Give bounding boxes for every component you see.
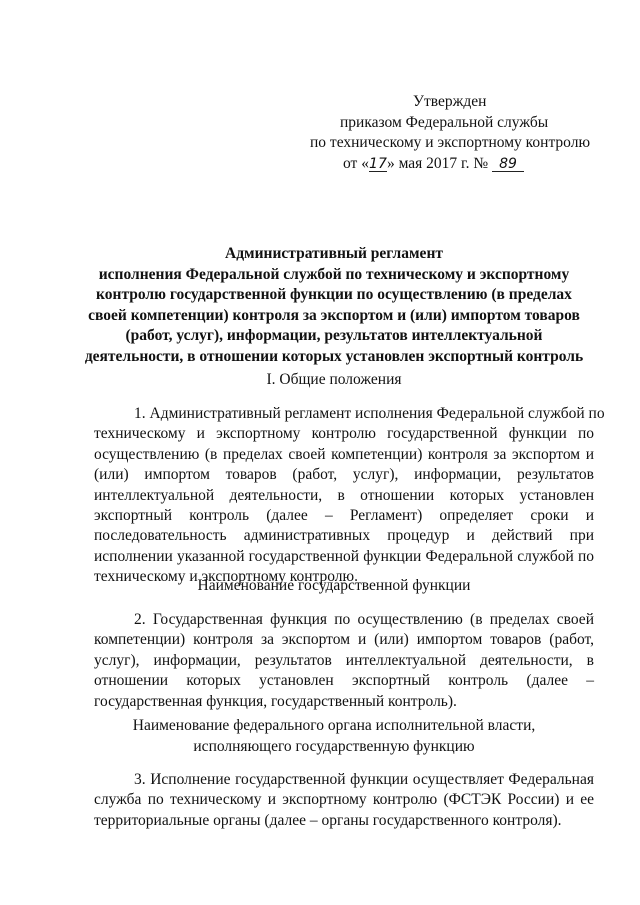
approval-line: приказом Федеральной службы <box>340 113 549 131</box>
title-line: (работ, услуг), информации, результатов интеллектуальной <box>125 327 543 345</box>
section-heading-text: Наименование государственной функции <box>197 577 471 594</box>
title-line: Административный регламент <box>225 245 443 262</box>
section-heading-text: I. Общие положения <box>266 371 402 388</box>
paragraph-line: компетенции) контроля за экспортом и (или) импортом товаров (работ, <box>94 631 594 649</box>
paragraph-line: (или) импортом товаров (работ, услуг), информации, результатов <box>94 466 594 484</box>
title-line: деятельности, в отношении которых установлен экспортный контроль <box>84 347 584 365</box>
date-middle: » мая 2017 г. № <box>386 154 489 172</box>
section-heading <box>60 370 608 391</box>
title-line: контролю государственной функции по осуществлению (в пределах <box>96 286 572 304</box>
date-prefix: от « <box>343 154 369 172</box>
paragraph-line: 1. Административный регламент исполнения Федеральной службой по <box>134 405 605 422</box>
title-line: исполнения Федеральной службой по техническому и экспортному <box>98 265 570 283</box>
paragraph-line: государственная функция, государственный контроль). <box>94 692 457 710</box>
paragraph-line: интеллектуальной деятельности, в отношении которых установлен <box>94 486 594 504</box>
paragraph-line: осуществлению (в пределах своей компетенции) контроля за экспортом и <box>94 445 594 463</box>
paragraph-line: техническому и экспортному контролю. <box>94 568 358 586</box>
paragraph-line: техническому и экспортному контролю государственной функции по <box>94 425 594 443</box>
paragraph-line: последовательность административных процедур и действий при <box>94 527 594 545</box>
paragraph-line: отношении которых установлен экспортный контроль (далее – <box>94 672 594 690</box>
paragraph-3 <box>94 770 594 831</box>
paragraph-line: исполнении указанной государственной функции Федеральной службой по <box>94 547 594 565</box>
title-line: своей компетенции) контроля за экспортом и (или) импортом товаров <box>88 306 580 324</box>
section-heading <box>60 576 608 597</box>
section-heading-text: Наименование федерального органа исполнительной власти, <box>132 717 536 734</box>
paragraph-2 <box>94 610 594 712</box>
paragraph-line: служба по техническому и экспортному контролю (ФСТЭК России) и ее <box>94 791 594 809</box>
document-title <box>60 244 608 368</box>
paragraph-line: 2. Государственная функция по осуществлению (в пределах своей <box>134 611 594 628</box>
approval-block <box>300 92 600 174</box>
handwritten-order-number: 89 <box>492 157 524 172</box>
paragraph-line: 3. Исполнение государственной функции осуществляет Федеральная <box>134 771 594 788</box>
handwritten-day: 17 <box>369 155 387 172</box>
paragraph-1 <box>94 404 605 588</box>
section-heading-text: исполняющего государственную функцию <box>193 737 475 755</box>
section-heading <box>60 716 608 757</box>
paragraph-line: территориальные органы (далее – органы государственного контроля). <box>94 811 562 829</box>
paragraph-line: экспортный контроль (далее – Регламент) определяет сроки и <box>94 506 594 524</box>
approval-date-line <box>300 154 600 175</box>
approval-line: Утвержден <box>413 93 487 110</box>
paragraph-line: услуг), информации, результатов интеллектуальной деятельности, в <box>94 651 594 669</box>
approval-line: по техническому и экспортному контролю <box>310 134 591 151</box>
